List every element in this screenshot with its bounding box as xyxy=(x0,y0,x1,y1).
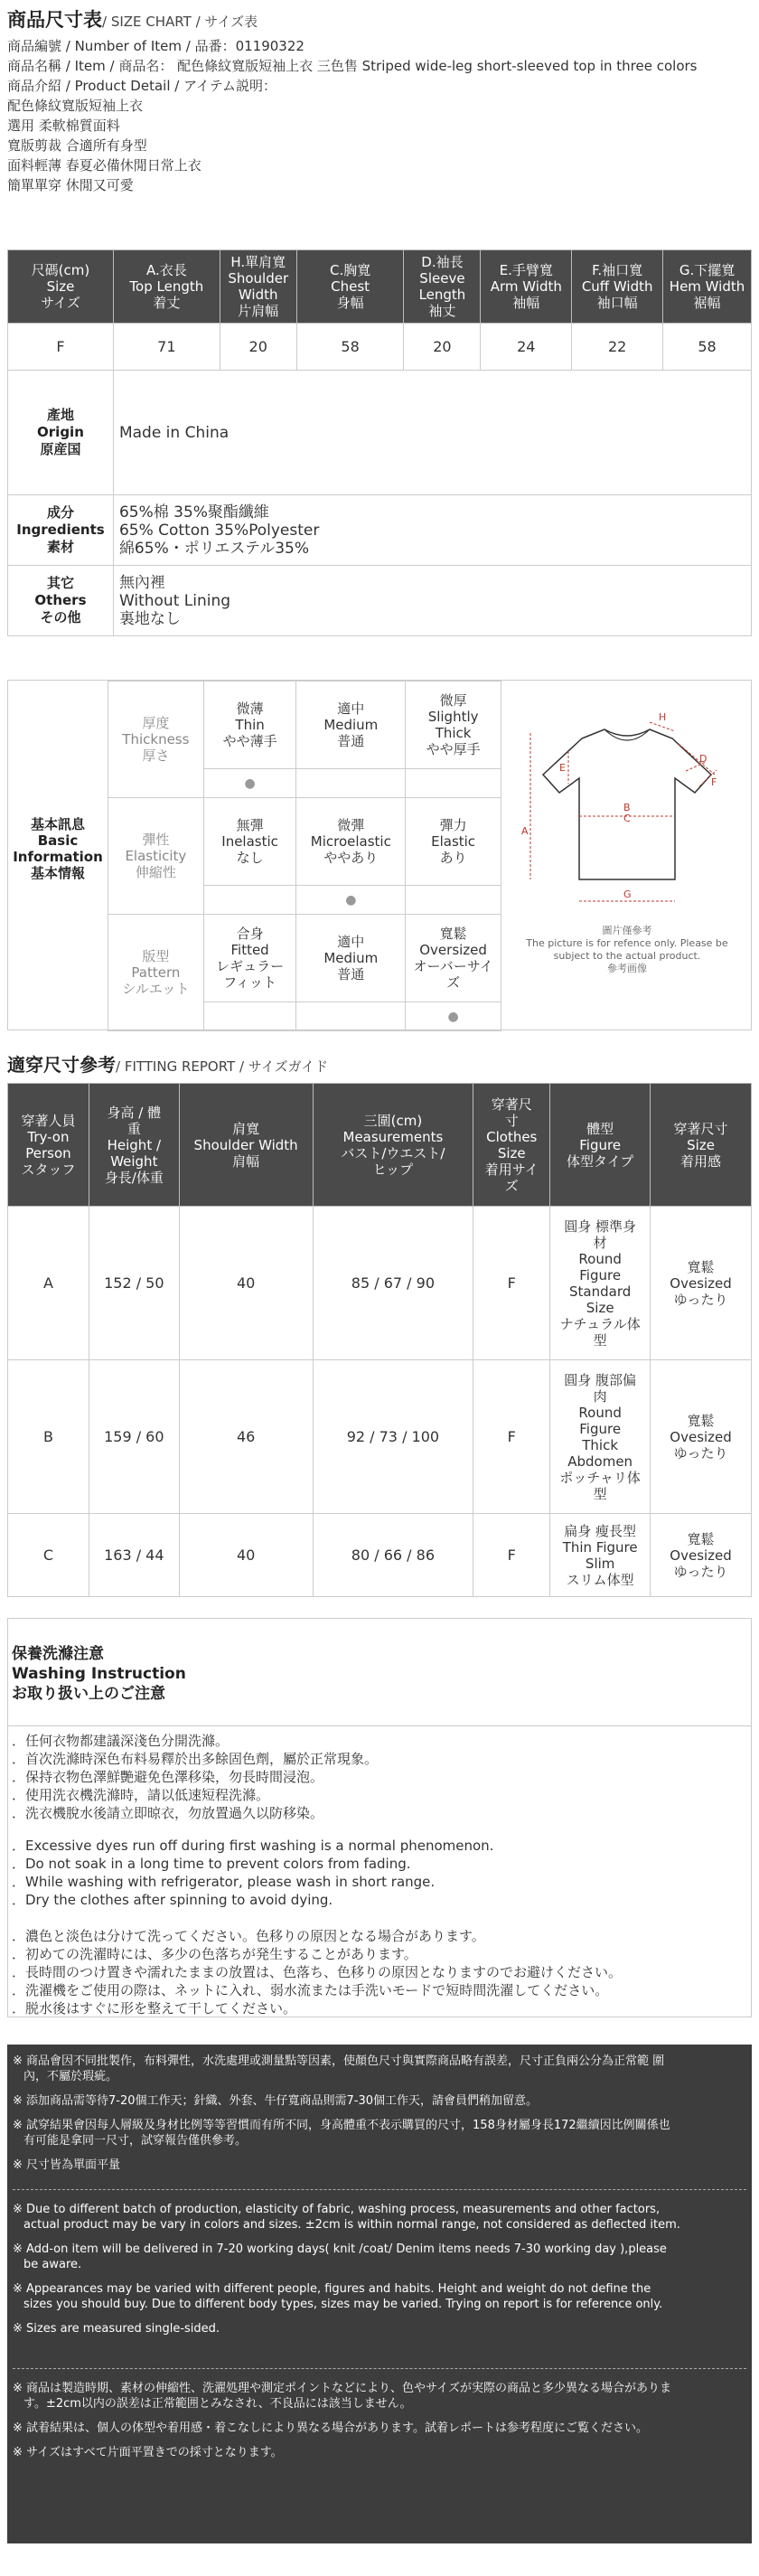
option-line: ズ xyxy=(446,974,461,991)
origin-label xyxy=(8,371,114,495)
header-line: D.袖長 xyxy=(421,254,464,270)
size-cell: 22 xyxy=(572,324,663,371)
washing-line: ．洗衣機脫水後請立即晾衣，勿放置過久以防移染。 xyxy=(12,1805,324,1821)
header-line: Shoulder xyxy=(228,270,289,287)
fitting-cell-size: F xyxy=(473,1360,550,1514)
header-line: 体型タイプ xyxy=(567,1152,634,1170)
note-line: 內，不屬於瑕疵。 xyxy=(23,2070,118,2083)
fit-line: ゆったり xyxy=(673,1291,728,1308)
fitting-cell-meas: 80 / 66 / 86 xyxy=(313,1514,473,1597)
fitting-cell-person: C xyxy=(8,1514,89,1597)
notes-zh xyxy=(13,2054,746,2173)
figure-line: 圓身 標準身 xyxy=(564,1217,637,1235)
option-line: なし xyxy=(236,850,264,866)
header-line: 身長/体重 xyxy=(104,1169,164,1186)
header-line: E.手臂寬 xyxy=(499,262,553,278)
basic-info xyxy=(7,680,752,1030)
attr-name-line: 伸縮性 xyxy=(135,864,176,880)
attr-select-cell xyxy=(296,1002,406,1031)
figure-line: 扁身 瘦長型 xyxy=(564,1522,637,1539)
fitting-cell-meas: 85 / 67 / 90 xyxy=(313,1207,473,1360)
option-line: やや厚手 xyxy=(426,741,481,757)
header-line: Clothes xyxy=(486,1128,538,1145)
washing-zh xyxy=(12,1732,378,1822)
header-line: Chest xyxy=(331,278,370,295)
header-line: 穿著人員 xyxy=(21,1112,76,1129)
attr-select-cell xyxy=(296,886,406,915)
note-line: ※ 商品會因不同批製作，布料彈性，水洗處理或測量點等因素，使顏色尺寸與實際商品略有誤差，尺寸正負兩公分為正常範 圍 xyxy=(13,2054,665,2068)
fitting-col-header xyxy=(8,1084,89,1207)
fitting-table xyxy=(7,1083,752,1597)
detail-line: 配色條紋寬版短袖上衣 xyxy=(7,98,144,114)
fit-line: ゆったり xyxy=(673,1444,728,1462)
attr-option xyxy=(203,682,296,769)
figure-line: Figure xyxy=(579,1266,622,1283)
header-line: F.袖口寬 xyxy=(592,262,643,278)
diagram-letter: H xyxy=(659,711,667,723)
fitting-cell-person: B xyxy=(8,1360,89,1514)
label-line: Information xyxy=(13,849,103,865)
header-line: 着用サイ xyxy=(484,1161,539,1178)
figure-line: スリム体型 xyxy=(566,1571,634,1588)
figure-line: 肉 xyxy=(593,1387,607,1405)
fitting-cell-meas: 92 / 73 / 100 xyxy=(313,1360,473,1514)
figure-line: Abdomen xyxy=(567,1453,633,1470)
header-line: ズ xyxy=(504,1177,519,1194)
size-col-header xyxy=(481,250,572,324)
size-table xyxy=(7,249,752,636)
label-line: Others xyxy=(34,592,87,608)
header-line: C.胸寬 xyxy=(329,262,371,278)
caption-line: 圖片僅參考 xyxy=(602,925,652,936)
fitting-cell-size: F xyxy=(473,1514,550,1597)
figure-line: Figure xyxy=(579,1420,622,1437)
header-line: G.下擺寬 xyxy=(679,262,736,278)
header-line: 尺碼(cm) xyxy=(31,262,90,278)
attr-option xyxy=(406,682,501,769)
label-line: 基本訊息 xyxy=(30,816,85,832)
washing-line: ．首次洗滌時深色布料易釋於出多餘固色劑，屬於正常現象。 xyxy=(12,1751,379,1767)
option-line: 寬鬆 xyxy=(439,926,467,942)
attr-name xyxy=(108,798,204,915)
others-label xyxy=(8,566,114,636)
ingredients-value xyxy=(113,495,751,566)
option-line: レギュラー xyxy=(216,958,285,974)
attr-name xyxy=(108,915,204,1031)
option-line: あり xyxy=(439,850,467,866)
note-line: ※ 試穿結果會因每人層級及身材比例等等習慣而有所不同，身高體重不表示購買的尺寸，158身材屬身長172繼續因比例關係也 xyxy=(13,2119,670,2132)
attr-option xyxy=(406,798,501,886)
header-line: Weight xyxy=(110,1152,158,1170)
washing-title xyxy=(12,1644,186,1704)
note-line: ※ 尺寸皆為單面平量 xyxy=(13,2158,121,2172)
option-line: Thick xyxy=(435,725,472,741)
fitting-report xyxy=(7,1050,752,1076)
fitting-col-header xyxy=(550,1084,651,1207)
washing-line: ．洗濯機をご使用の際は、ネットに入れ、弱水流または手洗いモードで短時間洗濯してください。 xyxy=(12,1982,609,1998)
option-line: 普通 xyxy=(337,733,365,749)
fitting-cell-size: F xyxy=(473,1207,550,1360)
header-line: 袖口幅 xyxy=(596,295,638,311)
header-line: 片肩幅 xyxy=(238,303,279,319)
header-line: 袖幅 xyxy=(512,295,540,311)
header-line: 肩幅 xyxy=(232,1152,260,1170)
option-line: 彈力 xyxy=(439,817,467,833)
fitting-col-header xyxy=(313,1084,473,1207)
header-line: Try-on xyxy=(27,1128,70,1145)
fitting-cell-shoulder: 40 xyxy=(179,1514,313,1597)
note-line: ※ Appearances may be varied with different people, figures and habits. Height and weight do not define the xyxy=(13,2282,651,2296)
size-cell: 58 xyxy=(663,324,752,371)
title-line: Washing Instruction xyxy=(12,1665,186,1683)
note-line: ※ 添加商品需等待7-20個工作天；針織、外套、牛仔寬商品則需7-30個工作天，請會員們稍加留意。 xyxy=(13,2094,539,2108)
fit-line: ゆったり xyxy=(673,1563,728,1580)
attr-option xyxy=(406,915,501,1002)
header-line: 着用感 xyxy=(680,1152,722,1170)
washing-line: ．保持衣物色澤鮮艷避免色澤移染，勿長時間浸泡。 xyxy=(12,1769,324,1785)
figure-line: Size xyxy=(586,1299,614,1316)
figure-line: Standard xyxy=(569,1283,632,1300)
detail-line: 商品編號 / Number of Item / 品番：01190322 xyxy=(7,38,305,54)
option-line: Slightly xyxy=(427,709,479,725)
header-line: Size xyxy=(687,1136,715,1153)
fit-line: Ovesized xyxy=(670,1428,732,1445)
value-line: 無內裡 xyxy=(118,573,165,592)
attr-name-line: シルエット xyxy=(122,981,190,997)
washing-body xyxy=(7,1726,752,2017)
label-line: 產地 xyxy=(46,407,74,423)
figure-line: Thin Figure xyxy=(562,1538,638,1556)
fitting-cell-hw: 163 / 44 xyxy=(89,1514,179,1597)
header-line: 裾幅 xyxy=(693,295,721,311)
note-line: ※ Add-on item will be delivered in 7-20 working days( knit /coat/ Denim items needs 7-30 working day ),please xyxy=(13,2242,667,2256)
header-line: 穿著尺寸 xyxy=(673,1120,728,1137)
figure-line: Slim xyxy=(585,1555,615,1572)
detail-line: 面料輕薄 春夏必備休閒日常上衣 xyxy=(7,157,201,174)
fitting-col-header xyxy=(179,1084,313,1207)
note-line: 有可能是拿同一尺寸，試穿報告僅供參考。 xyxy=(23,2134,248,2148)
attr-name-line: 版型 xyxy=(142,948,170,964)
fit-line: 寬鬆 xyxy=(687,1258,715,1275)
fitting-cell-person: A xyxy=(8,1207,89,1360)
label-line: Origin xyxy=(37,424,84,440)
size-col-header xyxy=(663,250,752,324)
label-line: その他 xyxy=(40,609,81,625)
washing-line: ．任何衣物都建議深淺色分開洗滌。 xyxy=(12,1733,230,1749)
fitting-col-header xyxy=(473,1084,550,1207)
header-line: 身幅 xyxy=(336,295,364,311)
option-line: Elastic xyxy=(431,833,476,850)
note-line: be aware. xyxy=(23,2258,82,2271)
header-line: Sleeve xyxy=(419,270,465,287)
fitting-figure xyxy=(550,1514,651,1597)
attr-select-cell xyxy=(406,886,501,915)
attr-select-cell xyxy=(296,769,406,798)
caption-line: The picture is for refence only. Please be xyxy=(526,937,728,949)
header-line: 三圍(cm) xyxy=(363,1112,423,1129)
size-col-header xyxy=(296,250,404,324)
notes-en xyxy=(13,2202,746,2336)
size-col-header xyxy=(572,250,663,324)
note-line: actual product may be vary in colors and sizes. ±2cm is within normal range, not considered as deflected item. xyxy=(23,2218,680,2232)
header-line: 身高 / 體 xyxy=(107,1104,162,1121)
diagram-letter: C xyxy=(623,813,631,824)
washing-line: ．Excessive dyes run off during first washing is a normal phenomenon. xyxy=(12,1838,494,1854)
tshirt-diagram xyxy=(514,699,740,974)
note-line: ※ サイズはすべて片面平置きでの採寸となります。 xyxy=(13,2446,283,2459)
washing-line: ．脱水後はすぐに形を整えて干してください。 xyxy=(12,2000,297,2017)
washing-line: ．長時間のつけ置きや濡れたままの放置は、色落ち、色移りの原因となりますのでお避けください。 xyxy=(12,1964,623,1980)
option-line: 合身 xyxy=(236,926,264,942)
option-line: 普通 xyxy=(337,966,365,982)
header-line: Shoulder Width xyxy=(193,1136,298,1153)
washing-line: ．Dry the clothes after spinning to avoid dying. xyxy=(12,1892,333,1908)
detail-line: 簡單單穿 休閒又可愛 xyxy=(7,177,134,193)
header-line: Person xyxy=(25,1144,71,1161)
header-line: 袖丈 xyxy=(428,303,456,319)
header-line: Height / xyxy=(107,1136,162,1153)
table-row xyxy=(8,1514,752,1597)
fitting-cell-hw: 152 / 50 xyxy=(89,1207,179,1360)
table-row xyxy=(8,1207,752,1360)
figure-line: ナチュラル体 xyxy=(559,1315,641,1332)
attr-option xyxy=(296,915,406,1002)
size-col-header xyxy=(8,250,114,324)
header-line: サイズ xyxy=(41,295,80,311)
washing-line: ．濃色と淡色は分けて洗ってください。色移りの原因となる場合があります。 xyxy=(12,1928,485,1944)
header-line: Size xyxy=(46,278,75,295)
fitting-cell-hw: 159 / 60 xyxy=(89,1360,179,1514)
header-line: 重 xyxy=(126,1120,141,1137)
option-line: やや薄手 xyxy=(222,733,277,749)
caption-line: 參考画像 xyxy=(607,963,647,974)
label-line: 基本情報 xyxy=(30,865,85,881)
diagram-letter: E xyxy=(559,762,566,774)
detail-line: 選用 柔軟棉質面料 xyxy=(7,118,120,134)
option-line: オーバーサイ xyxy=(413,958,493,974)
diagram-letter: D xyxy=(699,753,707,765)
fitting-fit xyxy=(651,1207,752,1360)
attr-name-line: Pattern xyxy=(131,964,181,981)
attr-option xyxy=(203,798,296,886)
value-line: 65%棉 35%聚酯纖維 xyxy=(118,503,269,522)
note-line: す。±2cm以内の誤差は正常範囲とみなされ、不良品には該当しません。 xyxy=(23,2397,412,2411)
label-line: 原産国 xyxy=(40,441,81,457)
header-line: Arm Width xyxy=(490,278,562,295)
header-line: 寸 xyxy=(504,1112,519,1129)
header-line: 肩寬 xyxy=(232,1120,260,1137)
fitting-col-header xyxy=(651,1084,752,1207)
selected-dot-icon: ● xyxy=(447,1010,459,1024)
figure-line: 型 xyxy=(593,1331,607,1349)
attr-name-line: Elasticity xyxy=(125,848,187,864)
attr-name xyxy=(108,682,204,798)
selected-dot-icon: ● xyxy=(345,893,357,907)
attr-option xyxy=(296,682,406,769)
fitting-figure xyxy=(550,1207,651,1360)
header-line: Measurements xyxy=(342,1128,444,1145)
fitting-cell-shoulder: 40 xyxy=(179,1207,313,1360)
washing-ja xyxy=(12,1927,622,2017)
detail-line: 商品名稱 / Item / 商品名： 配色條紋寬版短袖上衣 三色售 Striped wide-leg short-sleeved top in three colors xyxy=(7,58,698,74)
fit-line: Ovesized xyxy=(670,1274,732,1292)
diagram-caption xyxy=(514,925,740,975)
fit-line: 寬鬆 xyxy=(687,1530,715,1547)
figure-line: 圓身 腹部偏 xyxy=(564,1371,637,1388)
ingredients-label xyxy=(8,495,114,566)
table-row xyxy=(8,1360,752,1514)
attr-select-cell xyxy=(406,769,501,798)
header-line: Top Length xyxy=(129,278,204,295)
washing-line: ．初めての洗濯時には、多少の色落ちが発生することがあります。 xyxy=(12,1946,417,1962)
header-line: 穿著尺 xyxy=(491,1095,532,1113)
header-line: Cuff Width xyxy=(581,278,653,295)
value-line: 裏地なし xyxy=(118,609,181,628)
figure-line: Thick xyxy=(582,1436,619,1453)
product-details xyxy=(7,36,752,195)
header-line: 着丈 xyxy=(153,295,181,311)
diagram-letter: B xyxy=(623,802,631,813)
fitting-fit xyxy=(651,1514,752,1597)
attr-option xyxy=(296,798,406,886)
header-line: バスト/ウエスト/ xyxy=(341,1144,445,1161)
header-line: Width xyxy=(238,287,278,303)
figure-line: 型 xyxy=(593,1485,607,1502)
option-line: 微厚 xyxy=(439,692,467,709)
label-line: 素材 xyxy=(46,539,74,555)
figure-line: Round xyxy=(578,1250,622,1267)
attr-select-cell xyxy=(203,886,296,915)
option-line: 無彈 xyxy=(236,817,264,833)
size-cell: 24 xyxy=(481,324,572,371)
option-line: Microelastic xyxy=(310,833,391,850)
label-line: Ingredients xyxy=(16,522,105,538)
size-cell: 58 xyxy=(296,324,404,371)
notes-panel xyxy=(7,2045,752,2543)
size-chart-title: 商品尺寸表/ SIZE CHART / サイズ表 xyxy=(7,9,258,31)
value-line: Without Lining xyxy=(118,591,231,610)
fitting-cell-shoulder: 46 xyxy=(179,1360,313,1514)
selected-dot-icon: ● xyxy=(244,776,256,791)
fit-line: 寬鬆 xyxy=(687,1412,715,1429)
fitting-figure xyxy=(550,1360,651,1514)
others-value xyxy=(113,566,751,636)
option-line: Thin xyxy=(235,717,265,733)
fit-line: Ovesized xyxy=(670,1547,732,1564)
note-line: ※ 商品は製造時期、素材の伸縮性、洗濯処理や測定ポイントなどにより、色やサイズが実際の商品と多少異なる場合がありま xyxy=(13,2382,671,2395)
header-line: ヒップ xyxy=(372,1161,414,1178)
origin-value xyxy=(113,371,751,495)
note-line: sizes you should buy. Due to different body types, sizes may be varied. Trying on report is for reference only. xyxy=(23,2298,663,2311)
option-line: 微彈 xyxy=(337,817,365,833)
figure-line: 材 xyxy=(593,1234,607,1251)
size-cell: 20 xyxy=(220,324,296,371)
option-line: Medium xyxy=(323,950,379,966)
header-line: Figure xyxy=(579,1136,622,1153)
size-col-header xyxy=(404,250,481,324)
label-line: 其它 xyxy=(46,575,74,591)
note-line: ※ 試着結果は、個人の体型や着用感・着こなしにより異なる場合があります。試着レポートは参考程度にご覧ください。 xyxy=(13,2421,648,2435)
title-line: お取り扱い上のご注意 xyxy=(12,1685,165,1703)
fitting-fit xyxy=(651,1360,752,1514)
washing-en xyxy=(12,1837,493,1909)
size-cell: F xyxy=(8,324,114,371)
option-line: ややあり xyxy=(323,850,379,866)
size-col-header xyxy=(113,250,220,324)
fitting-col-header xyxy=(89,1084,179,1207)
option-line: 微薄 xyxy=(236,700,264,717)
note-line: ※ Due to different batch of production, elasticity of fabric, washing process, measurements and other factors, xyxy=(13,2203,661,2216)
header-line: Length xyxy=(418,287,466,303)
washing-line: ．While washing with refrigerator, please wash in short range. xyxy=(12,1874,436,1890)
label-line: 成分 xyxy=(46,504,74,521)
value-line: 綿65%・ポリエステル35% xyxy=(118,539,309,558)
notes-ja xyxy=(13,2381,746,2460)
attr-name-line: 彈性 xyxy=(142,832,170,848)
figure-line: ポッチャリ体 xyxy=(559,1469,641,1486)
label-line: Basic xyxy=(37,832,79,849)
value-line: 65% Cotton 35%Polyester xyxy=(118,521,320,540)
header xyxy=(7,5,752,195)
size-cell: 20 xyxy=(404,324,481,371)
option-line: フィット xyxy=(223,974,276,991)
option-line: 適中 xyxy=(337,934,365,950)
washing-line: ．使用洗衣機洗滌時，請以低速短程洗滌。 xyxy=(12,1787,270,1803)
option-line: Oversized xyxy=(419,942,487,958)
header-line: A.衣長 xyxy=(145,262,187,278)
title-line: 保養洗滌注意 xyxy=(12,1645,104,1663)
diagram-letter: G xyxy=(623,888,632,900)
attr-option xyxy=(203,915,296,1002)
detail-line: 寬版剪裁 合適所有身型 xyxy=(7,137,147,154)
size-cell: 71 xyxy=(113,324,220,371)
figure-line: Round xyxy=(578,1404,622,1421)
fitting-title: 適穿尺寸參考/ FITTING REPORT / サイズガイド xyxy=(7,1054,329,1076)
attr-select-cell xyxy=(406,1002,501,1031)
detail-line: 商品介紹 / Product Detail / アイテム説明： xyxy=(7,78,276,94)
attr-select-cell xyxy=(203,769,296,798)
header-line: Hem Width xyxy=(669,278,745,295)
attr-select-cell xyxy=(203,1002,296,1031)
option-line: Medium xyxy=(323,717,379,733)
option-line: 適中 xyxy=(337,700,365,717)
washing-header xyxy=(7,1618,752,1726)
attr-name-line: Thickness xyxy=(122,731,190,747)
option-line: Inelastic xyxy=(221,833,278,850)
header-line: H.單肩寬 xyxy=(230,254,286,270)
diagram-letter: F xyxy=(711,776,717,788)
attr-name-line: 厚度 xyxy=(142,715,170,731)
header-line: 體型 xyxy=(586,1120,614,1137)
header-line: Size xyxy=(497,1144,526,1161)
diagram-letter: A xyxy=(521,825,529,837)
size-col-header xyxy=(220,250,296,324)
value-line: Made in China xyxy=(118,423,230,442)
option-line: Fitted xyxy=(230,942,269,958)
note-line: ※ Sizes are measured single-sided. xyxy=(13,2322,220,2336)
attr-name-line: 厚さ xyxy=(142,747,170,764)
basic-info-label xyxy=(8,816,108,881)
header-line: スタッフ xyxy=(21,1161,76,1178)
washing-line: ．Do not soak in a long time to prevent colors from fading. xyxy=(12,1856,411,1872)
caption-line: subject to the actual product. xyxy=(553,950,701,962)
